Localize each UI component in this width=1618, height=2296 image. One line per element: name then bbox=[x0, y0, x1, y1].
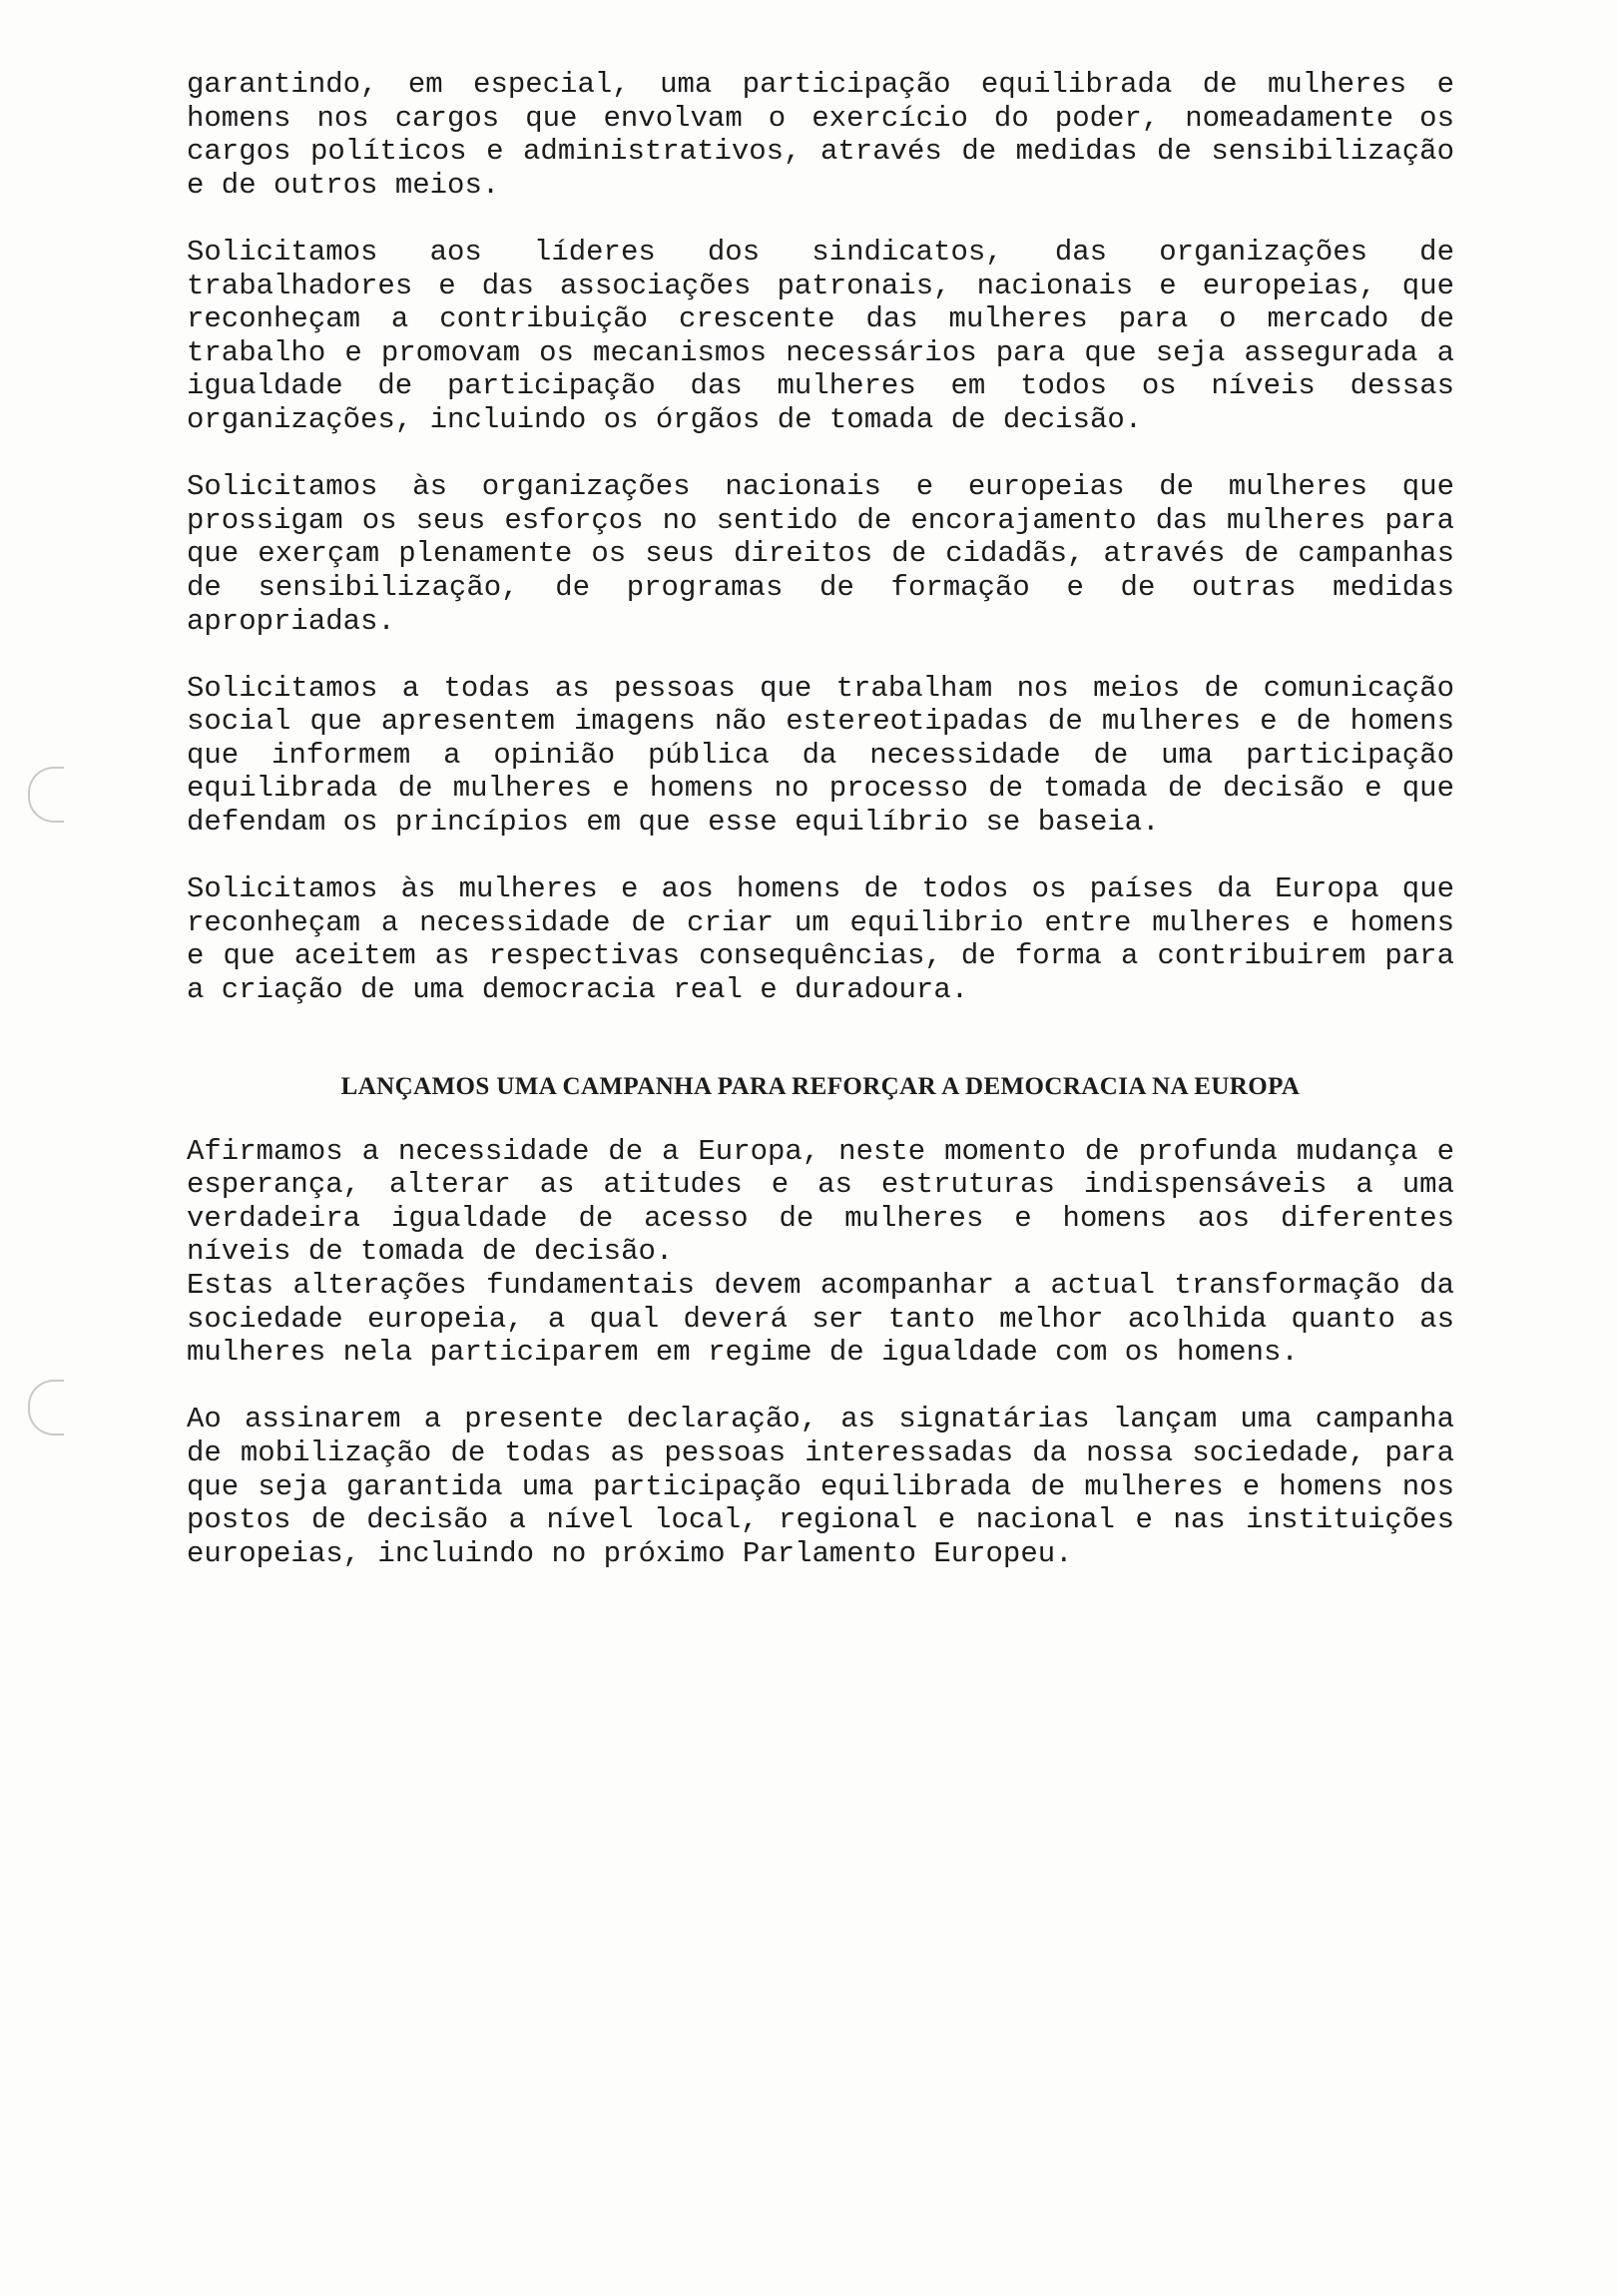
paragraph-estas-alteracoes: Estas alterações fundamentais devem acompanhar a actual transformação da sociedade europeia, a qual deverá ser tanto melhor acolhida quanto as mulheres nela participarem em regime de igualdade com os homens. bbox=[187, 1269, 1454, 1370]
paragraph-mulheres-homens-europa: Solicitamos às mulheres e aos homens de todos os países da Europa que reconheçam a necessidade de criar um equilibrio entre mulheres e homens e que aceitem as respectivas consequências, de forma a contribuirem para a criação de uma democracia real e duradoura. bbox=[187, 872, 1454, 1007]
punch-hole-bottom bbox=[28, 1380, 64, 1435]
paragraph-organizacoes-mulheres: Solicitamos às organizações nacionais e europeias de mulheres que prossigam os seus esforços no sentido de encorajamento das mulheres para que exerçam plenamente os seus direitos de cidadãs, através de campanhas de sensibilização, de programas de formação e de outras medidas apropriadas. bbox=[187, 470, 1454, 638]
paragraph-ao-assinarem: Ao assinarem a presente declaração, as signatárias lançam uma campanha de mobilização de todas as pessoas interessadas da nossa sociedade, para que seja garantida uma participação equilibrada de mulheres e homens nos postos de decisão a nível local, regional e nacional e nas instituições europeias, incluindo no próximo Parlamento Europeu. bbox=[187, 1403, 1454, 1570]
punch-hole-top bbox=[28, 767, 64, 823]
paragraph-sindicatos: Solicitamos aos líderes dos sindicatos, das organizações de trabalhadores e das associações patronais, nacionais e europeias, que reconheçam a contribuição crescente das mulheres para o mercado de trabalho e promovam os mecanismos necessários para que seja assegurada a igualdade de participação das mulheres em todos os níveis dessas organizações, incluindo os órgãos de tomada de decisão. bbox=[187, 235, 1454, 436]
text-body bbox=[187, 68, 1454, 1604]
section-heading: LANÇAMOS UMA CAMPANHA PARA REFORÇAR A DEMOCRACIA NA EUROPA bbox=[340, 1072, 1301, 1100]
paragraph-comunicacao-social: Solicitamos a todas as pessoas que trabalham nos meios de comunicação social que apresentem imagens não estereotipadas de mulheres e de homens que informem a opinião pública da necessidade de uma participação equilibrada de mulheres e homens no processo de tomada de decisão e que defendam os princípios em que esse equilíbrio se baseia. bbox=[187, 671, 1454, 840]
paragraph-afirmamos: Afirmamos a necessidade de a Europa, neste momento de profunda mudança e esperança, alterar as atitudes e as estruturas indispensáveis a uma verdadeira igualdade de acesso de mulheres e homens aos diferentes níveis de tomada de decisão. bbox=[187, 1134, 1454, 1269]
paragraph-participacao-equilibrada: garantindo, em especial, uma participação equilibrada de mulheres e homens nos cargos que envolvam o exercício do poder, nomeadamente os cargos políticos e administrativos, através de medidas de sensibilização e de outros meios. bbox=[187, 68, 1454, 202]
